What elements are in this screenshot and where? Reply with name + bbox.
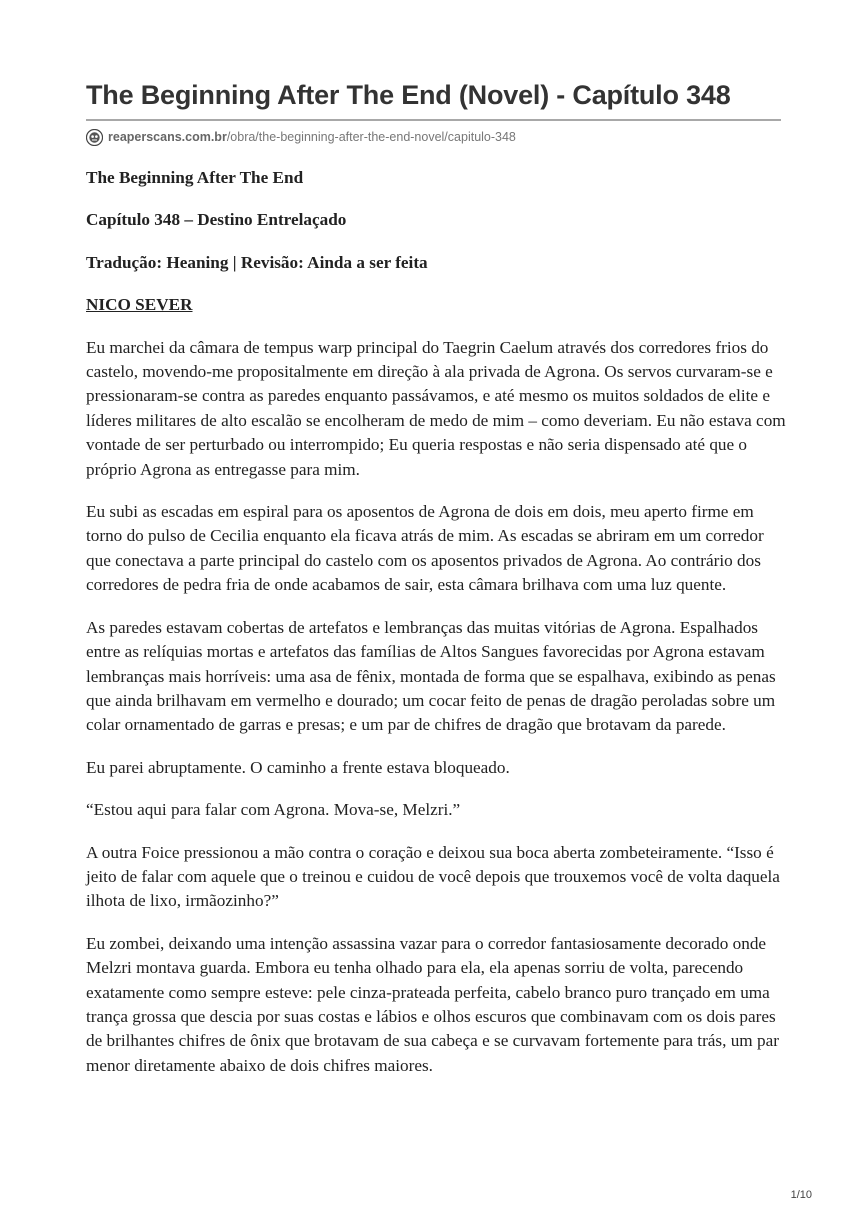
paragraph: As paredes estavam cobertas de artefatos e lembranças das muitas vitórias de Agrona. Espalhados entre as relíquias mortas e artefatos das famílias de Altos Sangues favorecidas por Agrona estavam lembranças mais horríveis: uma asa de fênix, montada de forma que se espalhava, exibindo as penas que ainda brilhavam em vermelho e dourado; um cocar feito de penas de dragão peroladas sobre um colar ornamentado de garras e presas; e um par de chifres de dragão que brotavam da parede. [86, 617, 776, 735]
paragraph: Eu marchei da câmara de tempus warp principal do Taegrin Caelum através dos corredores frios do castelo, movendo-me propositalmente em direção à ala privada de Agrona. Os servos curvaram-se e pressionaram-se contra as paredes enquanto passávamos, e até mesmo os muitos soldados de elite e líderes militares de alto escalão se encolheram de medo de mim – como deveriam. Eu não estava com vontade de ser perturbado ou interrompido; Eu queria respostas e não seria dispensado até que o próprio Agrona as entregasse para mim. [86, 337, 786, 479]
pov-heading: NICO SEVER [86, 295, 193, 315]
chapter-title: Capítulo 348 – Destino Entrelaçado [86, 210, 347, 230]
paragraph: Eu subi as escadas em espiral para os aposentos de Agrona de dois em dois, meu aperto firme em torno do pulso de Cecilia enquanto ela ficava atrás de mim. As escadas se abriram em um corredor que conectava a parte principal do castelo com os aposentos privados de Agrona. Ao contrário dos corredores de pedra fria de onde acabamos de sair, esta câmara brilhava com uma luz quente. [86, 502, 764, 595]
page-number: 1/10 [790, 1189, 812, 1201]
title-divider [86, 119, 781, 121]
paragraph: A outra Foice pressionou a mão contra o coração e deixou sua boca aberta zombeteiramente. “Isso é jeito de falar com aquele que o treinou e cuidou de você depois que trouxemos você de volta daquela ilhota de lixo, irmãozinho?” [86, 842, 780, 911]
source-domain[interactable]: reaperscans.com.br [108, 130, 227, 144]
article-content [86, 166, 786, 1096]
source-line[interactable] [86, 127, 516, 147]
paragraph: Eu parei abruptamente. O caminho a frente estava bloqueado. [86, 757, 510, 777]
paragraph: Eu zombei, deixando uma intenção assassina vazar para o corredor fantasiosamente decorado onde Melzri montava guarda. Embora eu tenha olhado para ela, ela apenas sorriu de volta, parecendo exatamente como sempre esteve: pele cinza-prateada perfeita, cabelo branco puro trançado em uma trança grossa que descia por suas costas e lábios e olhos escuros que combinavam com os dois pares de brilhantes chifres de ônix que brotavam de sua cabeça e se curvavam fortemente para trás, um par menor diretamente abaixo de dois chifres maiores. [86, 933, 779, 1075]
series-title: The Beginning After The End [86, 168, 304, 187]
source-path[interactable]: /obra/the-beginning-after-the-end-novel/capitulo-348 [226, 130, 516, 144]
reaperscans-logo-icon [86, 129, 103, 146]
credits-line: Tradução: Heaning | Revisão: Ainda a ser feita [86, 252, 428, 272]
paragraph: “Estou aqui para falar com Agrona. Mova-se, Melzri.” [86, 800, 461, 820]
page-title: The Beginning After The End (Novel) - Capítulo 348 [86, 80, 731, 110]
